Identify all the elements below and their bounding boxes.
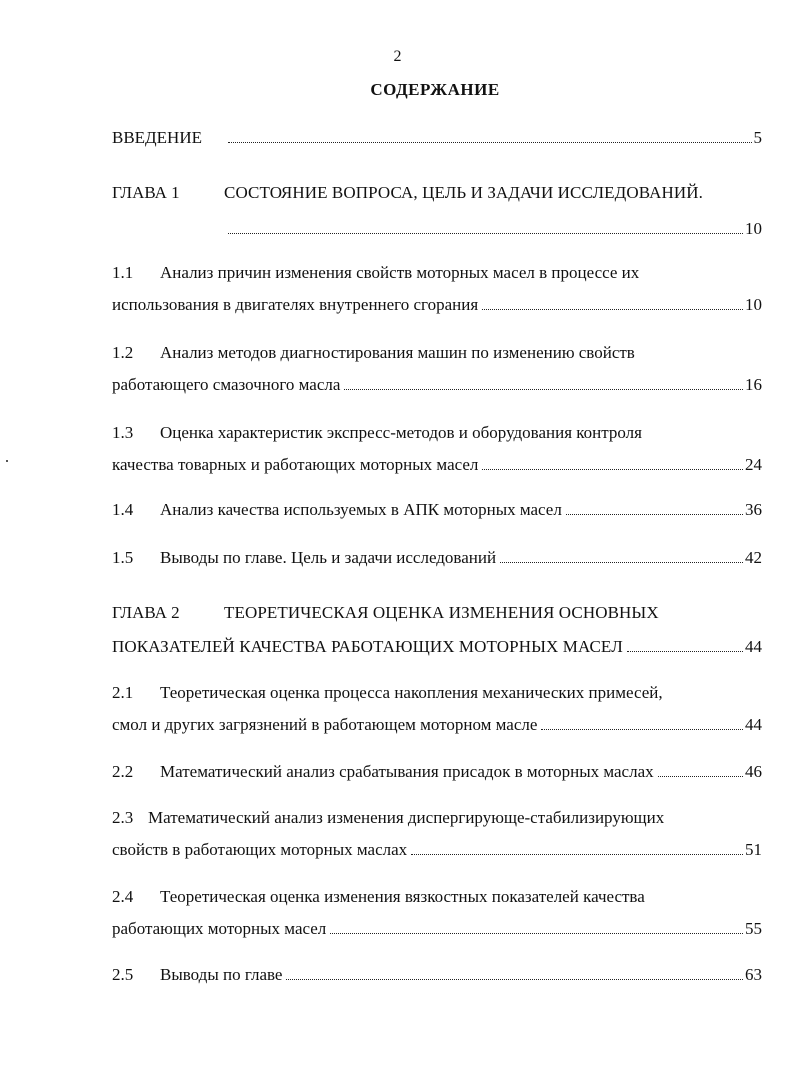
section-title-line-2: свойств в работающих моторных маслах (112, 840, 408, 859)
toc-entry-section-1-5 (112, 548, 762, 568)
entry-page: 24 (745, 455, 762, 474)
toc-entry-intro (112, 128, 762, 148)
entry-page: 44 (745, 715, 762, 734)
entry-page: 10 (745, 295, 762, 314)
dot-leader (541, 729, 743, 730)
entry-page: 63 (745, 965, 762, 984)
dot-leader (228, 142, 752, 143)
section-title: Анализ качества используемых в АПК моторных масел (160, 500, 562, 519)
section-title-line-2: работающего смазочного масла (112, 375, 341, 394)
scan-artifact (6, 460, 8, 462)
toc-entry-section-1-2 (112, 343, 762, 395)
section-number: 1.3 (112, 423, 134, 442)
toc-title: СОДЕРЖАНИЕ (370, 80, 500, 99)
dot-leader (344, 389, 743, 390)
chapter-title-line-1: ТЕОРЕТИЧЕСКАЯ ОЦЕНКА ИЗМЕНЕНИЯ ОСНОВНЫХ (224, 603, 659, 622)
section-title: Выводы по главе (160, 965, 283, 984)
dot-leader (482, 309, 743, 310)
section-number: 1.1 (112, 263, 134, 282)
entry-page: 42 (745, 548, 762, 567)
dot-leader (500, 562, 743, 563)
dot-leader (228, 233, 743, 234)
chapter-title-line-2: ПОКАЗАТЕЛЕЙ КАЧЕСТВА РАБОТАЮЩИХ МОТОРНЫХ МАСЕЛ (112, 637, 623, 656)
section-title-line-2: работающих моторных масел (112, 919, 327, 938)
dot-leader (411, 854, 743, 855)
toc-entry-section-2-3 (112, 808, 762, 860)
toc-entry-section-1-4 (112, 500, 762, 520)
section-number: 2.1 (112, 683, 134, 702)
section-title: Выводы по главе. Цель и задачи исследований (160, 548, 497, 567)
toc-entry-section-2-4 (112, 887, 762, 939)
section-number: 2.2 (112, 762, 134, 781)
dot-leader (658, 776, 743, 777)
toc-entry-chapter-2 (112, 603, 762, 657)
dot-leader (286, 979, 743, 980)
dot-leader (627, 651, 743, 652)
chapter-title: СОСТОЯНИЕ ВОПРОСА, ЦЕЛЬ И ЗАДАЧИ ИССЛЕДОВАНИЙ. (224, 183, 703, 202)
entry-page: 55 (745, 919, 762, 938)
section-number: 2.5 (112, 965, 134, 984)
toc-entry-chapter-1 (112, 183, 772, 239)
section-title-line-2: смол и других загрязнений в работающем моторном масле (112, 715, 538, 734)
entry-page: 51 (745, 840, 762, 859)
dot-leader (566, 514, 743, 515)
section-number: 2.3 (112, 808, 134, 827)
section-title-line-2: качества товарных и работающих моторных масел (112, 455, 479, 474)
chapter-label: ГЛАВА 1 (112, 183, 180, 202)
entry-page: 16 (745, 375, 762, 394)
entry-page: 44 (745, 637, 762, 656)
entry-page: 10 (745, 219, 762, 238)
section-number: 1.2 (112, 343, 134, 362)
section-title-line-1: Математический анализ изменения диспергирующе-стабилизирующих (148, 808, 665, 827)
toc-entry-section-2-2 (112, 762, 762, 782)
toc-entry-section-1-1 (112, 263, 762, 315)
section-number: 1.5 (112, 548, 134, 567)
chapter-label: ГЛАВА 2 (112, 603, 180, 622)
section-title-line-1: Оценка характеристик экспресс-методов и оборудования контроля (160, 423, 642, 442)
entry-page: 5 (753, 128, 762, 147)
section-title-line-1: Анализ причин изменения свойств моторных масел в процессе их (160, 263, 640, 282)
entry-title: ВВЕДЕНИЕ (112, 128, 202, 147)
section-number: 1.4 (112, 500, 134, 519)
toc-entry-section-1-3 (112, 423, 762, 475)
page-number: 2 (393, 48, 402, 65)
section-title-line-1: Теоретическая оценка процесса накопления механических примесей, (160, 683, 663, 702)
dot-leader (482, 469, 743, 470)
section-title-line-2: использования в двигателях внутреннего сгорания (112, 295, 479, 314)
dot-leader (330, 933, 743, 934)
toc-entry-section-2-5 (112, 965, 762, 985)
toc-entry-section-2-1 (112, 683, 762, 735)
section-title-line-1: Теоретическая оценка изменения вязкостных показателей качества (160, 887, 645, 906)
section-number: 2.4 (112, 887, 134, 906)
entry-page: 46 (745, 762, 762, 781)
section-title: Математический анализ срабатывания присадок в моторных маслах (160, 762, 654, 781)
section-title-line-1: Анализ методов диагностирования машин по изменению свойств (160, 343, 635, 362)
entry-page: 36 (745, 500, 762, 519)
